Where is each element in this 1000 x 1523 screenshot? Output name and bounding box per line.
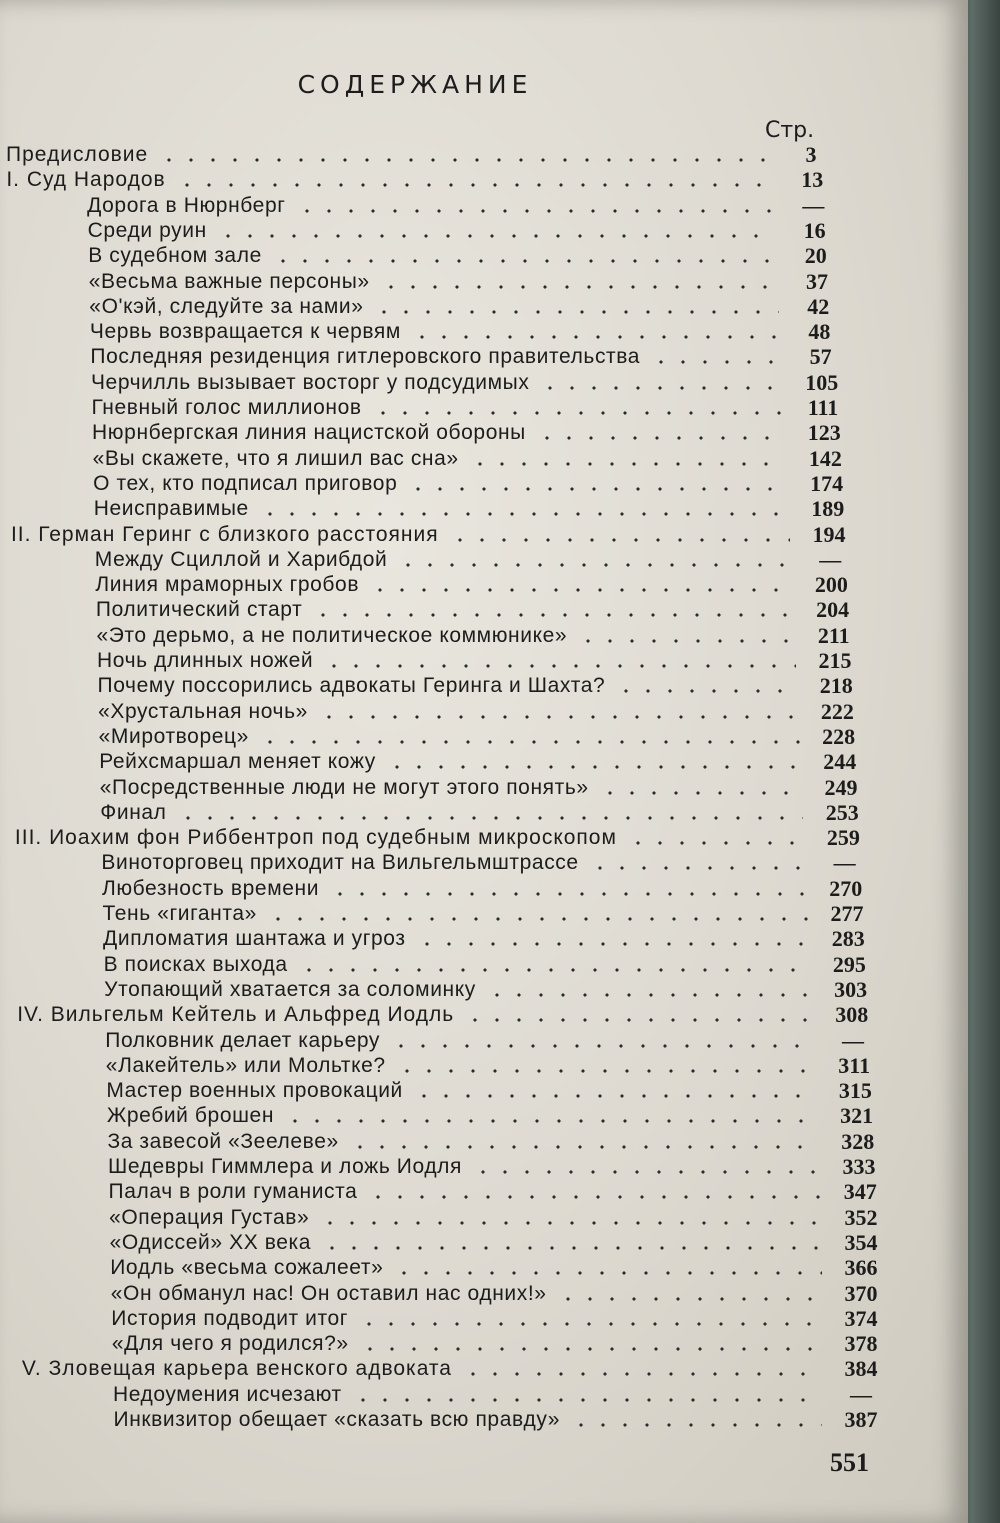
toc-entry — [92, 420, 853, 445]
toc-entry-page: 200 — [814, 572, 848, 598]
toc-entry-page: 222 — [820, 698, 854, 724]
toc-entry — [93, 446, 855, 471]
toc-entry-page: 311 — [838, 1052, 871, 1078]
toc-entry-title: Политический старт — [95, 598, 303, 622]
toc-entry — [107, 1103, 886, 1128]
toc-entry-title: Нюрнбергская линия нацистской обороны — [92, 421, 526, 445]
dot-leader — [217, 234, 776, 238]
dot-leader — [472, 1170, 820, 1174]
toc-entry — [104, 977, 879, 1002]
toc-entry — [110, 1230, 890, 1255]
toc-entry — [97, 648, 864, 673]
toc-entry-title: Недоумения исчезают — [112, 1382, 342, 1406]
toc-entry-page: 42 — [807, 293, 830, 319]
dot-leader — [416, 942, 810, 946]
dot-leader — [380, 285, 778, 289]
dot-leader — [393, 1271, 822, 1275]
toc-entry — [109, 1179, 890, 1204]
toc-entry-title: Рейхсмаршал меняет кожу — [99, 750, 376, 774]
toc-entry-title: Червь возвращается к червям — [89, 320, 401, 344]
toc-chapter-entry — [22, 1356, 890, 1381]
page-title: СОДЕРЖАНИЕ — [297, 70, 533, 99]
toc-entry-page: 354 — [844, 1229, 878, 1255]
toc-entry-title: Гневный голос миллионов — [91, 396, 362, 419]
dot-leader — [411, 335, 780, 339]
toc-entry-page: 20 — [804, 243, 827, 269]
toc-entry — [110, 1255, 890, 1280]
dot-leader — [413, 1094, 817, 1098]
dot-leader — [589, 866, 806, 870]
dot-leader — [259, 740, 800, 744]
toc-entry-page: 16 — [803, 217, 826, 243]
toc-entry-page: 105 — [805, 369, 839, 395]
toc-entry-title: Между Сциллой и Харибдой — [94, 547, 388, 571]
dot-leader — [323, 664, 796, 668]
toc-entry-title: V. Зловещая карьера венского адвоката — [21, 1357, 452, 1381]
toc-entry — [90, 319, 849, 344]
toc-entry — [88, 243, 845, 268]
toc-entry-title: II. Герман Геринг с близкого расстояния — [10, 522, 439, 546]
toc-entry-title: Почему поссорились адвокаты Геринга и Шахта? — [97, 674, 606, 698]
toc-entry-title: «Хрустальная ночь» — [98, 699, 308, 723]
toc-entry-page: 253 — [825, 799, 859, 825]
toc-entry-page: 321 — [840, 1103, 874, 1129]
dot-leader — [296, 209, 775, 213]
toc-entry-page: 142 — [808, 445, 842, 471]
toc-entry — [105, 1028, 882, 1053]
toc-entry — [109, 1205, 890, 1230]
toc-entry-page: 352 — [844, 1204, 878, 1230]
dot-leader — [469, 462, 787, 466]
toc-entry — [98, 699, 866, 724]
toc-entry-title: «Это дерьмо, а не политическое коммюнике» — [96, 623, 568, 647]
toc-entry-title: «Лакейтель» или Мольтке? — [105, 1053, 386, 1077]
toc-entry-page: 283 — [831, 926, 865, 952]
toc-entry — [87, 193, 842, 218]
dot-leader — [372, 411, 784, 415]
dot-leader — [449, 538, 790, 542]
dot-leader — [539, 386, 782, 390]
toc-entry-title: Линия мраморных гробов — [95, 573, 360, 597]
toc-entry-page: 384 — [844, 1356, 878, 1382]
toc-chapter-entry — [6, 142, 840, 167]
toc-entry — [101, 850, 873, 875]
toc-entry — [104, 952, 879, 977]
toc-entry — [95, 547, 859, 572]
dot-leader — [298, 968, 811, 972]
toc-entry — [89, 294, 847, 319]
toc-entry-title: IV. Вильгельм Кейтель и Альфред Иодль — [17, 1003, 455, 1027]
toc-entry-page: 370 — [844, 1280, 878, 1306]
toc-entry-title: «Одиссей» XX века — [109, 1230, 312, 1254]
toc-entry-page: 303 — [834, 976, 868, 1002]
toc-entry-page: 3 — [805, 142, 817, 167]
toc-entry — [103, 926, 877, 951]
toc-entry-title: Жребий брошен — [106, 1104, 275, 1128]
toc-entry-page: 244 — [823, 749, 857, 775]
toc-entry-title: Предисловие — [6, 143, 149, 166]
toc-entry-title: «Весьма важные персоны» — [88, 269, 370, 293]
toc-entry-page: 374 — [844, 1305, 878, 1331]
toc-entry — [92, 395, 853, 420]
toc-entry — [95, 572, 860, 597]
toc-entry — [100, 775, 870, 800]
dot-leader — [177, 816, 804, 820]
toc-entry-title: Ночь длинных ножей — [97, 649, 314, 672]
toc-entry-title: «Вы скажете, что я лишил вас сна» — [92, 446, 459, 470]
toc-entry-title: Среди руин — [87, 218, 207, 242]
dot-leader — [272, 259, 777, 263]
toc-entry — [99, 749, 869, 774]
toc-entry — [103, 901, 877, 926]
dot-leader — [570, 1423, 822, 1427]
dot-leader — [267, 917, 808, 921]
toc-entry-page: — — [833, 850, 856, 876]
dot-leader — [615, 689, 797, 693]
dot-leader — [397, 563, 791, 567]
toc-chapter-entry — [6, 167, 841, 192]
toc-entry-page: 57 — [809, 344, 832, 370]
toc-entry-title: «Миротворец» — [98, 724, 249, 748]
dot-leader — [367, 1195, 821, 1199]
toc-entry-title: За завесой «Зеелеве» — [107, 1129, 339, 1153]
toc-entry — [90, 344, 849, 369]
dot-leader — [486, 993, 812, 997]
dot-leader — [462, 1372, 822, 1376]
toc-entry-page: 123 — [807, 420, 841, 446]
toc-entry — [113, 1382, 890, 1407]
toc-entry — [111, 1306, 890, 1331]
toc-entry — [100, 800, 871, 825]
toc-entry-title: О тех, кто подписал приговор — [93, 471, 398, 495]
toc-entry-page: 111 — [807, 395, 839, 420]
toc-entry-page: 228 — [822, 723, 856, 749]
dot-leader — [259, 512, 789, 516]
page-column-label: Стр. — [765, 118, 815, 143]
dot-leader — [464, 1018, 813, 1022]
dot-leader — [352, 1398, 822, 1402]
toc-entry-page: 204 — [816, 597, 850, 623]
toc-entry-page: 295 — [832, 951, 866, 977]
dot-leader — [557, 1297, 822, 1301]
dot-leader — [321, 1246, 822, 1250]
toc-entry — [93, 471, 855, 496]
toc-entry — [102, 876, 875, 901]
toc-entry-page: 315 — [838, 1078, 872, 1104]
toc-entry-title: Шедевры Гиммлера и ложь Иодля — [108, 1155, 462, 1178]
toc-entry — [106, 1078, 884, 1103]
toc-entry-title: Утопающий хватается за соломинку — [104, 977, 476, 1001]
dot-leader — [536, 436, 785, 440]
toc-entry-page: 378 — [844, 1331, 878, 1357]
toc-entry — [111, 1281, 890, 1306]
dot-leader — [390, 1044, 814, 1048]
toc-entry-page: 174 — [810, 470, 844, 496]
toc-entry-title: Иодль «весьма сожалеет» — [110, 1256, 384, 1280]
toc-entry-title: Дорога в Нюрнберг — [87, 193, 286, 217]
dot-leader — [627, 841, 804, 845]
toc-entry-title: Виноторговец приходит на Вильгельмштрассе — [101, 851, 579, 875]
toc-entry-page: 270 — [829, 875, 863, 901]
toc-entry-page: 333 — [842, 1154, 876, 1179]
toc-entry — [108, 1154, 888, 1179]
toc-entry-page: — — [842, 1027, 864, 1053]
dot-leader — [349, 1145, 819, 1149]
dot-leader — [396, 1069, 815, 1073]
toc-entry-page: — — [849, 1381, 872, 1407]
toc-entry-title: Тень «гиганта» — [102, 902, 257, 925]
toc-entry — [112, 1331, 890, 1356]
dot-leader — [158, 158, 772, 162]
toc-entry-page: 218 — [819, 673, 853, 699]
toc-chapter-entry — [15, 825, 872, 850]
toc-entry-title: В судебном зале — [88, 244, 262, 268]
toc-entry-title: «О'кэй, следуйте за нами» — [89, 294, 364, 318]
toc-entry-page: 37 — [806, 268, 828, 294]
toc-entry-title: Полковник делает карьеру — [105, 1028, 380, 1052]
toc-entry-title: «Посредственные люди не могут этого понять» — [99, 775, 589, 799]
toc-entry-page: 13 — [801, 167, 824, 193]
toc-chapter-entry — [17, 1002, 881, 1027]
toc-entry-title: III. Иоахим фон Риббентроп под судебным микроскопом — [14, 826, 617, 850]
toc-entry-title: I. Суд Народов — [6, 168, 166, 192]
dot-leader — [284, 1119, 818, 1123]
dot-leader — [373, 310, 779, 314]
dot-leader — [577, 639, 795, 643]
toc-entry — [114, 1407, 891, 1432]
toc-entry-title: Палач в роли гуманиста — [108, 1180, 358, 1204]
toc-entry — [96, 623, 862, 648]
toc-entry — [91, 370, 851, 395]
toc-entry-page: 328 — [841, 1128, 875, 1154]
toc-entry-page: — — [819, 546, 842, 572]
toc-entry-title: Мастер военных провокаций — [106, 1079, 403, 1103]
dot-leader — [358, 1322, 822, 1326]
toc-entry-title: Неисправимые — [93, 497, 249, 521]
dot-leader — [312, 613, 793, 617]
toc-entry — [96, 597, 862, 622]
toc-entry-page: 215 — [818, 648, 852, 673]
toc-entry — [99, 724, 868, 749]
dot-leader — [176, 183, 773, 187]
toc-chapter-entry — [11, 522, 858, 547]
toc-entry — [107, 1129, 886, 1154]
dot-leader — [650, 360, 781, 364]
dot-leader — [407, 487, 787, 491]
toc-entry-title: Инквизитор обещает «сказать всю правду» — [113, 1408, 560, 1431]
toc-entry — [88, 218, 844, 243]
toc-entry-title: История подводит итог — [111, 1306, 349, 1330]
toc-entry-page: 249 — [824, 774, 858, 800]
toc-entry — [106, 1053, 883, 1078]
toc-entry-title: «Он обманул нас! Он оставил нас одних!» — [110, 1281, 547, 1305]
dot-leader — [386, 765, 801, 769]
toc-entry-page: 194 — [812, 521, 846, 547]
toc-entry-page: 211 — [817, 622, 850, 648]
toc-entry-title: Черчилль вызывает восторг у подсудимых — [90, 370, 530, 394]
toc-entry-page: 189 — [811, 496, 845, 522]
dot-leader — [319, 1221, 822, 1225]
toc-entry-title: «Операция Густав» — [109, 1205, 310, 1229]
dot-leader — [329, 892, 807, 896]
dot-leader — [599, 791, 802, 795]
dot-leader — [359, 1347, 822, 1351]
toc-entry-page: — — [802, 192, 825, 218]
dot-leader — [318, 715, 798, 719]
toc-entry-title: Дипломатия шантажа и угроз — [103, 927, 406, 951]
toc-entry-page: 277 — [830, 901, 864, 926]
toc-entry — [98, 673, 866, 698]
toc-entry-title: Последняя резиденция гитлеровского правительства — [90, 345, 641, 369]
toc-entry-title: «Для чего я родился?» — [111, 1332, 349, 1356]
toc-entry-page: 48 — [808, 319, 831, 345]
toc-entry-page: 366 — [844, 1255, 878, 1281]
dot-leader — [369, 588, 792, 592]
toc-entry-page: 308 — [835, 1002, 869, 1028]
toc-entry-page: 387 — [844, 1407, 878, 1432]
toc-entry-page: 347 — [843, 1179, 877, 1205]
toc-entry-title: Финал — [100, 800, 167, 824]
toc-entry — [94, 496, 857, 521]
toc-entry-page: 259 — [826, 825, 860, 851]
toc-entry-title: В поисках выхода — [103, 952, 288, 976]
page-number: 551 — [830, 1448, 869, 1477]
toc-entry-title: Любезность времени — [101, 876, 320, 900]
toc-entry — [89, 269, 846, 294]
